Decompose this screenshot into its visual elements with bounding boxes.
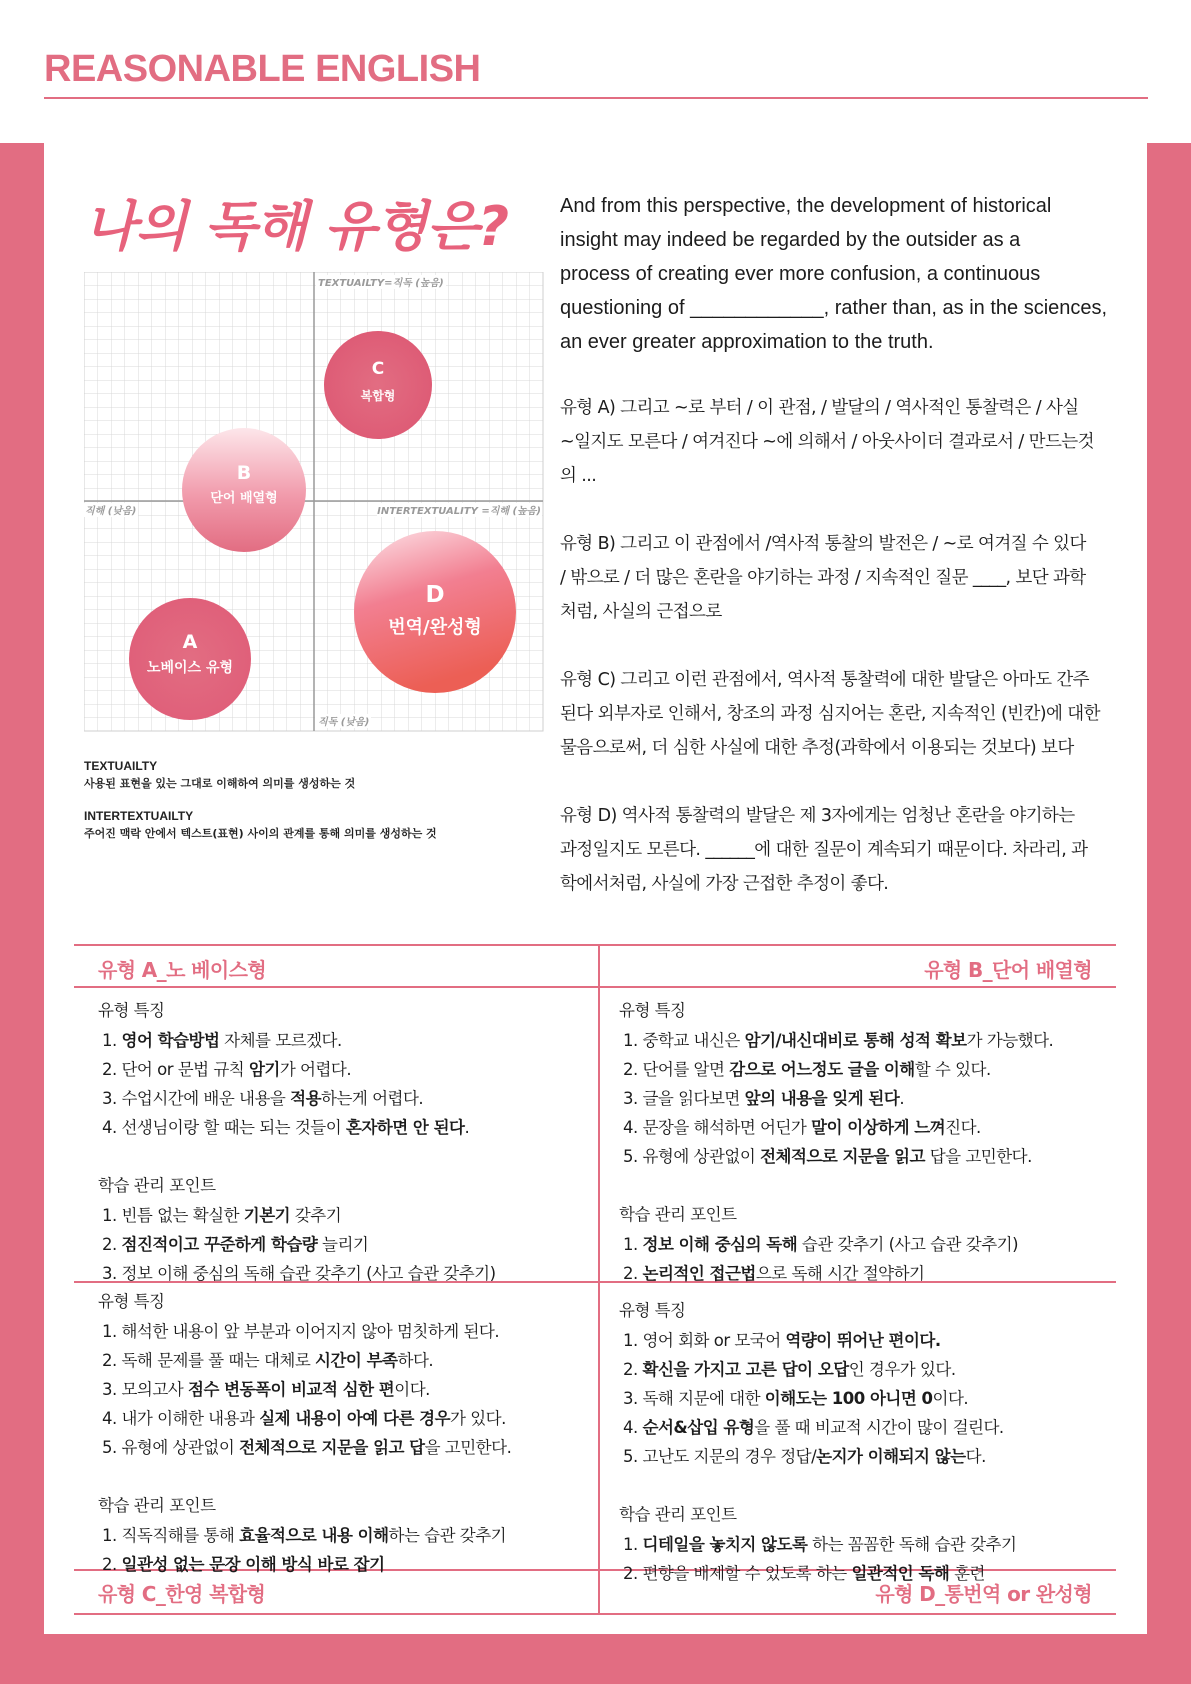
emphasis-text: 이해도는 100 아니면 0 <box>764 1389 933 1408</box>
svg-text:C: C <box>371 359 385 379</box>
passage-line: an ever greater approximation to the truth. <box>560 331 934 353</box>
definition-desc: 주어진 맥락 안에서 텍스트(표현) 사이의 관계를 통해 의미를 생성하는 것 <box>84 827 437 840</box>
emphasis-text: 기본기 <box>243 1206 291 1225</box>
feature-heading: 유형 특징 <box>98 1001 165 1020</box>
plain-text: 1. 영어 회화 or 모국어 <box>623 1331 786 1350</box>
emphasis-text: 확신을 가지고 고른 답이 오답 <box>642 1360 849 1379</box>
plain-text: 2. 편향을 배제할 수 있도록 하는 <box>623 1564 852 1583</box>
spacer <box>98 1142 593 1171</box>
plain-text: 할 수 있다. <box>914 1060 991 1079</box>
svg-text:단어 배열형: 단어 배열형 <box>210 491 278 506</box>
plain-text: 2. <box>102 1235 122 1254</box>
plain-text: 4. 문장을 해석하면 어딘가 <box>623 1118 812 1137</box>
plain-text: 4. 선생님이랑 할 때는 되는 것들이 <box>102 1118 346 1137</box>
emphasis-text: 암기/내신대비로 통해 성적 확보 <box>744 1031 967 1050</box>
translation-d <box>560 799 1120 901</box>
plain-text: 1. 중학교 내신은 <box>623 1031 745 1050</box>
emphasis-text: 논지가 이해되지 않는 <box>816 1447 966 1466</box>
plain-text: 3. 정보 이해 중심의 독해 습관 갖추기 (사고 습관 갖추기) <box>102 1264 496 1283</box>
plain-text: 1. 해석한 내용이 앞 부분과 이어지지 않아 멈칫하게 된다. <box>102 1322 500 1341</box>
emphasis-text: 일관적인 독해 <box>851 1564 950 1583</box>
emphasis-text: 말이 이상하게 느껴 <box>811 1118 946 1137</box>
svg-text:D: D <box>425 582 445 608</box>
passage-line: process of creating ever more confusion, a continuous <box>560 263 1041 285</box>
plain-text: 하는게 어렵다. <box>321 1089 424 1108</box>
translation-line: 유형 B) 그리고 이 관점에서 /역사적 통찰의 발전은 / ~로 여겨질 수 있다 <box>560 534 1086 554</box>
plain-text: 1. 직독직해를 통해 <box>102 1526 240 1545</box>
section-title-b: 유형 B_단어 배열형 <box>924 958 1092 982</box>
translation-line: 의 ... <box>560 466 597 486</box>
plain-text: 1. 빈틈 없는 확실한 <box>102 1206 244 1225</box>
emphasis-text: 논리적인 접근법 <box>642 1264 756 1283</box>
svg-text:복합형: 복합형 <box>360 389 396 403</box>
point-item <box>98 1201 593 1230</box>
axis-bottom-label: 직독 (낮음) <box>318 717 370 728</box>
feature-item <box>98 1433 593 1462</box>
passage-line: insight may indeed be regarded by the outsider as a <box>560 229 1021 251</box>
translation-line: 유형 C) 그리고 이런 관점에서, 역사적 통찰력에 대한 발달은 아마도 간주 <box>560 670 1089 690</box>
axis-left-label: 직해 (낮음) <box>85 506 137 517</box>
emphasis-text: 앞의 내용을 잊게 된다 <box>744 1089 900 1108</box>
plain-text: 답을 고민한다. <box>924 1147 1032 1166</box>
plain-text: 하는 꼼꼼한 독해 습관 갖추기 <box>807 1535 1017 1554</box>
english-passage <box>560 189 1120 359</box>
definition-term: TEXTUAILTY <box>84 759 158 773</box>
section-title-c: 유형 C_한영 복합형 <box>98 1582 266 1606</box>
plain-text: 하는 습관 갖추기 <box>388 1526 507 1545</box>
emphasis-text: 전체적으로 지문을 읽고 답 <box>239 1438 425 1457</box>
emphasis-text: 전체적으로 지문을 읽고 <box>760 1147 925 1166</box>
plain-text: 3. 독해 지문에 대한 <box>623 1389 765 1408</box>
passage-line: And from this perspective, the development of historical <box>560 195 1052 217</box>
plain-text: 4. <box>623 1418 643 1437</box>
translation-line: ~일지도 모른다 / 여겨진다 ~에 의해서 / 아웃사이더 결과로서 / 만드는것 <box>560 432 1094 452</box>
plain-text: 5. 유형에 상관없이 <box>623 1147 761 1166</box>
emphasis-text: 정보 이해 중심의 독해 <box>642 1235 798 1254</box>
plain-text: . <box>464 1118 470 1137</box>
reading-type-quadrant-chart <box>84 272 544 732</box>
reading-type-grid <box>74 944 1116 1614</box>
feature-item <box>98 1404 593 1433</box>
divider <box>599 986 1116 988</box>
axis-top-label: TEXTUAILTY=직독 (높음) <box>318 278 444 289</box>
plain-text: 2. <box>102 1555 122 1574</box>
translation-line: 학에서처럼, 사실에 가장 근접한 추정이 좋다. <box>560 874 889 894</box>
plain-text: 습관 갖추기 (사고 습관 갖추기) <box>797 1235 1019 1254</box>
plain-text: 3. 모의고사 <box>102 1380 188 1399</box>
divider <box>598 944 600 1614</box>
emphasis-text: 암기 <box>248 1060 280 1079</box>
feature-item <box>98 1317 593 1346</box>
box-d <box>619 1296 1114 1588</box>
translation-line: 유형 A) 그리고 ~로 부터 / 이 관점, / 발달의 / 역사적인 통찰력은 / 사실 <box>560 398 1079 418</box>
emphasis-text: 혼자하면 안 된다 <box>345 1118 465 1137</box>
plain-text: 갖추기 <box>290 1206 342 1225</box>
plain-text: 가 있다. <box>450 1409 506 1428</box>
spacer <box>619 1171 1114 1200</box>
feature-item <box>619 1084 1114 1113</box>
plain-text: 을 고민한다. <box>424 1438 512 1457</box>
feature-item <box>98 1026 593 1055</box>
feature-heading: 유형 특징 <box>619 1001 686 1020</box>
svg-text:노베이스 유형: 노베이스 유형 <box>146 660 234 676</box>
feature-item <box>619 1384 1114 1413</box>
definition-desc: 사용된 표현을 있는 그대로 이해하여 의미를 생성하는 것 <box>84 777 356 790</box>
brand-title: REASONABLE ENGLISH <box>44 48 481 90</box>
emphasis-text: 효율적으로 내용 이해 <box>239 1526 389 1545</box>
plain-text: 을 풀 때 비교적 시간이 많이 걸린다. <box>754 1418 1004 1437</box>
point-heading: 학습 관리 포인트 <box>619 1505 737 1524</box>
translation-line: / 밖으로 / 더 많은 혼란을 야기하는 과정 / 지속적인 질문 ____, 보단 과학 <box>560 568 1086 588</box>
point-heading: 학습 관리 포인트 <box>619 1205 737 1224</box>
translation-c <box>560 663 1120 765</box>
plain-text: 훈련 <box>949 1564 985 1583</box>
plain-text: 1. <box>623 1235 643 1254</box>
plain-text: 2. 단어를 알면 <box>623 1060 730 1079</box>
feature-item <box>98 1084 593 1113</box>
plain-text: 3. 글을 읽다보면 <box>623 1089 745 1108</box>
feature-item <box>619 1055 1114 1084</box>
divider <box>74 986 599 988</box>
bubble-d <box>354 531 516 693</box>
header-divider <box>44 97 1148 99</box>
point-item <box>619 1559 1114 1588</box>
emphasis-text: 순서&삽입 유형 <box>642 1418 755 1437</box>
plain-text: 3. 수업시간에 배운 내용을 <box>102 1089 291 1108</box>
feature-heading: 유형 특징 <box>98 1292 165 1311</box>
translation-line: 과정일지도 모른다. ______에 대한 질문이 계속되기 때문이다. 차라리, 과 <box>560 840 1088 860</box>
point-heading: 학습 관리 포인트 <box>98 1176 216 1195</box>
svg-text:번역/완성형: 번역/완성형 <box>388 617 482 638</box>
point-item <box>98 1259 593 1288</box>
divider <box>74 1613 1116 1615</box>
translation-b <box>560 527 1120 629</box>
plain-text: 하다. <box>397 1351 434 1370</box>
translation-line: 물음으로써, 더 심한 사실에 대한 추정(과학에서 이용되는 것보다) 보다 <box>560 738 1074 758</box>
section-title-a: 유형 A_노 베이스형 <box>98 958 267 982</box>
plain-text: 5. 고난도 지문의 경우 정답/ <box>623 1447 817 1466</box>
plain-text: 1. <box>623 1535 643 1554</box>
plain-text: 진다. <box>945 1118 981 1137</box>
emphasis-text: 일관성 없는 문장 이해 방식 바로 잡기 <box>121 1555 385 1574</box>
point-item <box>98 1230 593 1259</box>
translation-a <box>560 391 1120 493</box>
point-item <box>98 1521 593 1550</box>
definitions <box>84 758 544 858</box>
plain-text: 이다. <box>932 1389 969 1408</box>
plain-text: 으로 독해 시간 절약하기 <box>755 1264 925 1283</box>
spacer <box>98 1462 593 1491</box>
feature-item <box>619 1142 1114 1171</box>
feature-item <box>619 1026 1114 1055</box>
emphasis-text: 적용 <box>290 1089 322 1108</box>
plain-text: 1. <box>102 1031 122 1050</box>
feature-item <box>619 1413 1114 1442</box>
point-item <box>619 1530 1114 1559</box>
box-c <box>98 1287 593 1579</box>
box-b <box>619 996 1114 1288</box>
feature-item <box>98 1113 593 1142</box>
feature-item <box>98 1055 593 1084</box>
emphasis-text: 영어 학습방법 <box>121 1031 220 1050</box>
section-title-d: 유형 D_통번역 or 완성형 <box>875 1582 1092 1606</box>
plain-text: 가 가능했다. <box>966 1031 1054 1050</box>
feature-item <box>98 1375 593 1404</box>
point-heading: 학습 관리 포인트 <box>98 1496 216 1515</box>
point-item <box>98 1550 593 1579</box>
emphasis-text: 디테일을 놓치지 않도록 <box>642 1535 808 1554</box>
spacer <box>619 1471 1114 1500</box>
emphasis-text: 실제 내용이 아예 다른 경우 <box>259 1409 451 1428</box>
page-title: 나의 독해 유형은? <box>84 195 509 258</box>
point-item <box>619 1259 1114 1288</box>
feature-item <box>619 1113 1114 1142</box>
box-a <box>98 996 593 1288</box>
bubble-c <box>324 331 432 439</box>
plain-text: 다. <box>965 1447 986 1466</box>
plain-text: . <box>899 1089 905 1108</box>
axis-right-label: INTERTEXTUALITY =직해 (높음) <box>377 506 541 517</box>
translation-line: 유형 D) 역사적 통찰력의 발달은 제 3자에게는 엄청난 혼란을 야기하는 <box>560 806 1075 826</box>
feature-item <box>619 1355 1114 1384</box>
emphasis-text: 점진적이고 꾸준하게 학습량 <box>121 1235 318 1254</box>
translation-line: 된다 외부자로 인해서, 창조의 과정 심지어는 혼란, 지속적인 (빈칸)에 대한 <box>560 704 1100 724</box>
feature-item <box>619 1326 1114 1355</box>
feature-heading: 유형 특징 <box>619 1301 686 1320</box>
emphasis-text: 점수 변동폭이 비교적 심한 편 <box>188 1380 395 1399</box>
plain-text: 2. 독해 문제를 풀 때는 대체로 <box>102 1351 316 1370</box>
emphasis-text: 시간이 부족 <box>315 1351 398 1370</box>
plain-text: 2. 단어 or 문법 규칙 <box>102 1060 249 1079</box>
emphasis-text: 역량이 뛰어난 편이다. <box>785 1331 941 1350</box>
translation-line: 처럼, 사실의 근접으로 <box>560 602 722 622</box>
plain-text: 이다. <box>394 1380 430 1399</box>
feature-item <box>98 1346 593 1375</box>
point-item <box>619 1230 1114 1259</box>
plain-text: 5. 유형에 상관없이 <box>102 1438 240 1457</box>
passage-line: questioning of ____________, rather than, as in the sciences, <box>560 297 1108 319</box>
plain-text: 가 어렵다. <box>279 1060 352 1079</box>
svg-text:B: B <box>236 462 252 484</box>
plain-text: 늘리기 <box>317 1235 369 1254</box>
definition-intertextuality <box>84 808 544 842</box>
divider <box>74 944 1116 946</box>
bubble-a <box>129 598 251 720</box>
plain-text: 2. <box>623 1360 643 1379</box>
plain-text: 인 경우가 있다. <box>848 1360 956 1379</box>
plain-text: 자체를 모르겠다. <box>219 1031 342 1050</box>
svg-text:A: A <box>182 631 198 653</box>
definition-textuality <box>84 758 544 792</box>
bubble-b <box>182 428 306 552</box>
plain-text: 2. <box>623 1264 643 1283</box>
emphasis-text: 감으로 어느정도 글을 이해 <box>729 1060 915 1079</box>
plain-text: 4. 내가 이해한 내용과 <box>102 1409 260 1428</box>
definition-term: INTERTEXTUAILTY <box>84 809 194 823</box>
feature-item <box>619 1442 1114 1471</box>
